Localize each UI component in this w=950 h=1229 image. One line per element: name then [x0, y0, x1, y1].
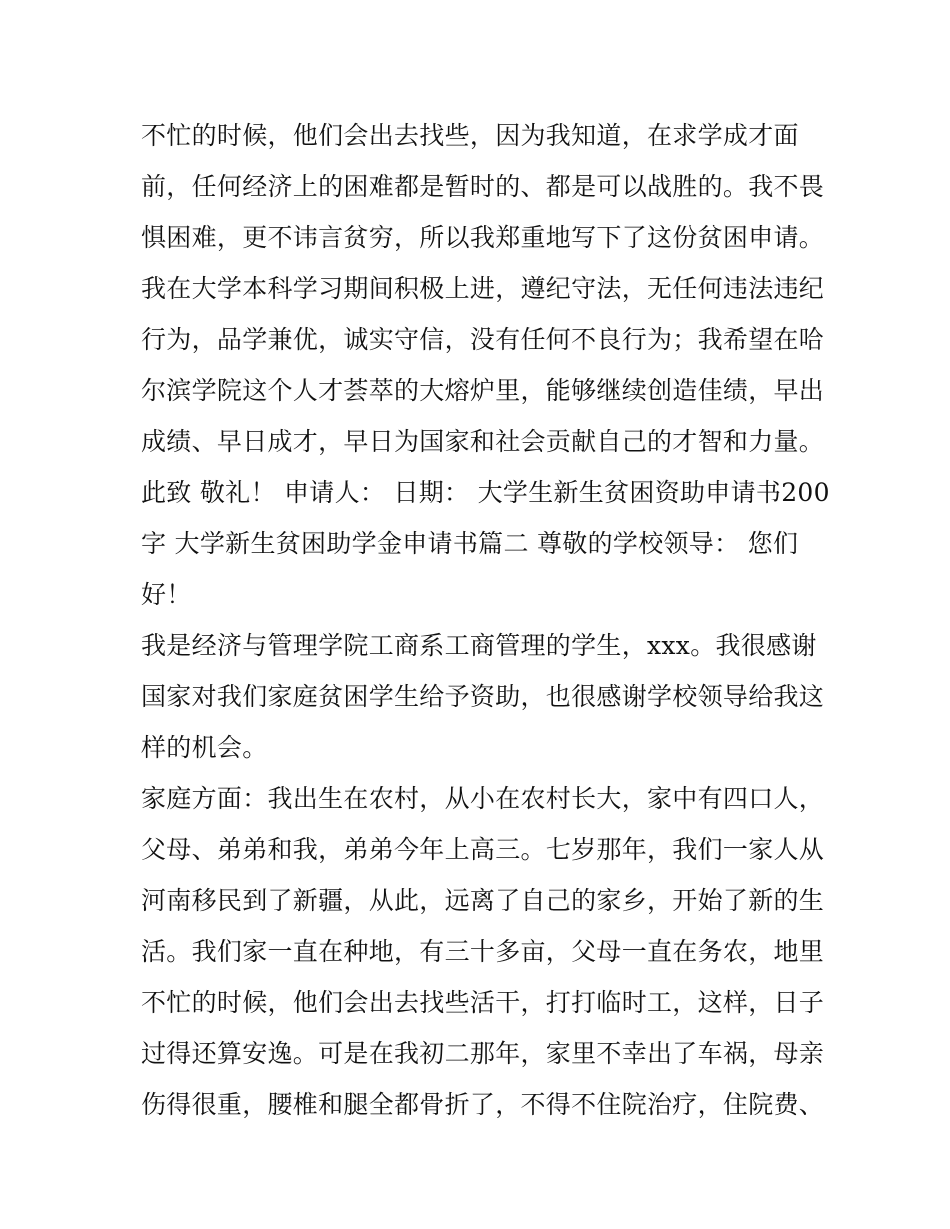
text-line: 国家对我们家庭贫困学生给予资助，也很感谢学校领导给我这	[141, 682, 825, 711]
text-line: 前，任何经济上的困难都是暂时的、都是可以战胜的。我不畏	[141, 172, 825, 201]
text-line: 伤得很重，腰椎和腿全都骨折了，不得不住院治疗，住院费、	[141, 1090, 825, 1119]
text-line: 家庭方面：我出生在农村，从小在农村长大，家中有四口人，	[141, 784, 825, 813]
text-line: 好！	[141, 580, 192, 609]
text-line: 样的机会。	[141, 733, 268, 762]
text-line: 我在大学本科学习期间积极上进，遵纪守法，无任何违法违纪	[141, 274, 825, 303]
text-line: 字 大学新生贫困助学金申请书篇二 尊敬的学校领导： 您们	[141, 529, 799, 558]
text-line: 活。我们家一直在种地，有三十多亩，父母一直在务农，地里	[141, 937, 825, 966]
text-line: 河南移民到了新疆，从此，远离了自己的家乡，开始了新的生	[141, 886, 825, 915]
text-line: 尔滨学院这个人才荟萃的大熔炉里，能够继续创造佳绩，早出	[141, 376, 825, 405]
text-line: 过得还算安逸。可是在我初二那年，家里不幸出了车祸，母亲	[141, 1039, 825, 1068]
text-line: 不忙的时候，他们会出去找些活干，打打临时工，这样，日子	[141, 988, 825, 1017]
text-line: 成绩、早日成才，早日为国家和社会贡献自己的才智和力量。	[141, 427, 825, 456]
text-line: 不忙的时候，他们会出去找些，因为我知道，在求学成才面	[141, 121, 799, 150]
text-line: 行为，品学兼优，诚实守信，没有任何不良行为；我希望在哈	[141, 325, 825, 354]
document-body	[141, 110, 830, 1130]
text-line: 父母、弟弟和我，弟弟今年上高三。七岁那年，我们一家人从	[141, 835, 825, 864]
text-line: 我是经济与管理学院工商系工商管理的学生，xxx。我很感谢	[141, 631, 817, 660]
text-line: 此致 敬礼！ 申请人： 日期： 大学生新生贫困资助申请书200	[141, 478, 830, 507]
text-line: 惧困难，更不讳言贫穷，所以我郑重地写下了这份贫困申请。	[141, 223, 825, 252]
